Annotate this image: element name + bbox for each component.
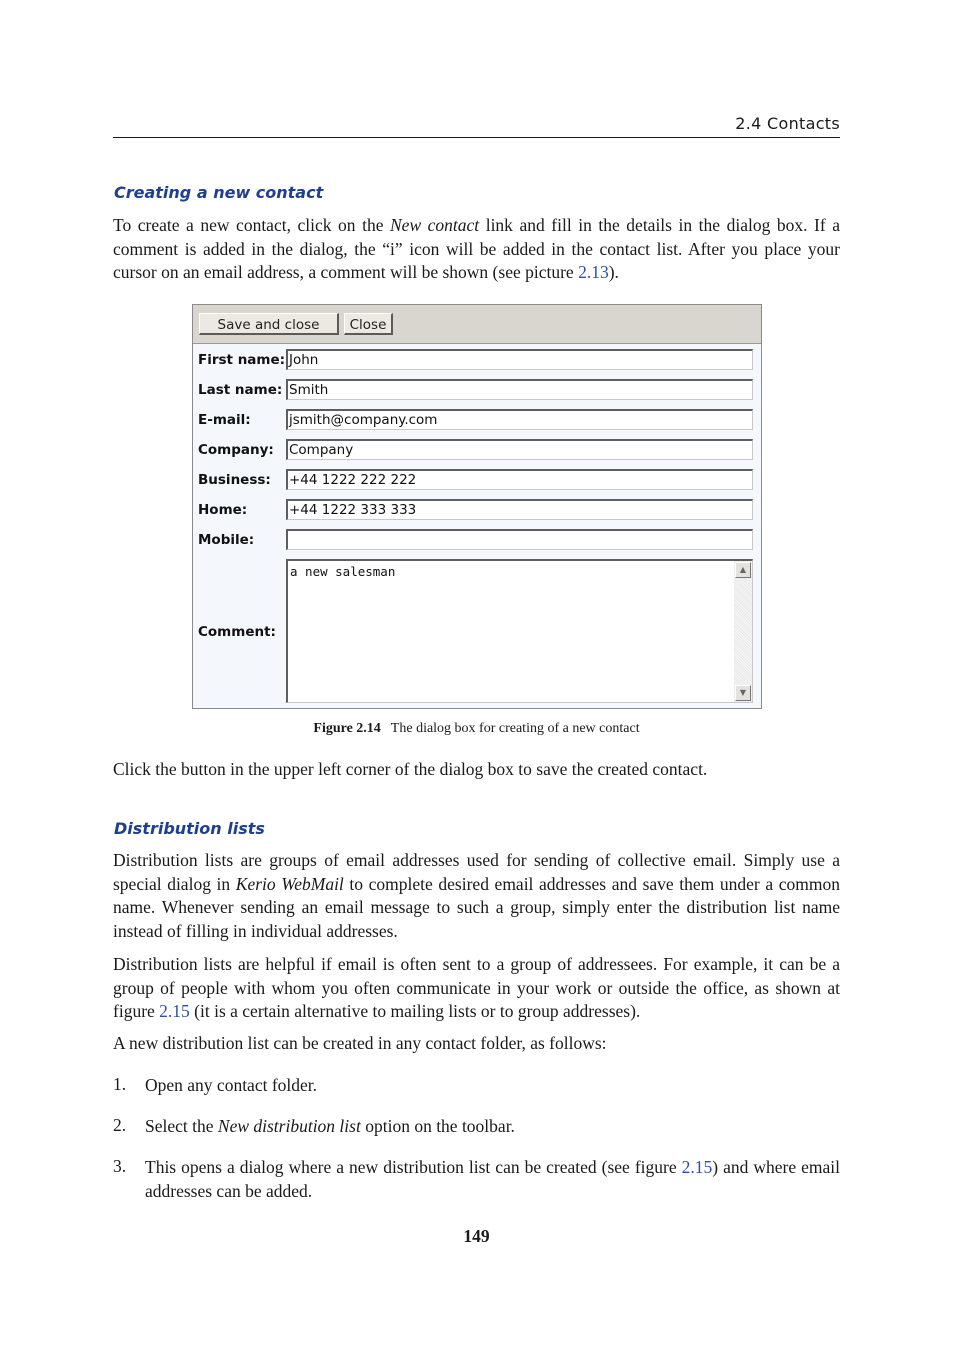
last-name-label: Last name:: [198, 382, 283, 398]
business-phone-input[interactable]: +44 1222 222 222: [286, 469, 753, 490]
header-rule: [113, 137, 840, 138]
scroll-down-arrow-icon[interactable]: ▼: [735, 685, 751, 701]
scroll-up-arrow-icon[interactable]: ▲: [735, 562, 751, 578]
first-name-label: First name:: [198, 352, 286, 368]
figure-reference-link[interactable]: 2.15: [159, 1001, 190, 1021]
list-item: Open any contact folder.: [145, 1075, 318, 1095]
page-number: 149: [463, 1226, 490, 1246]
list-item-number: 1.: [113, 1074, 127, 1094]
home-phone-label: Home:: [198, 502, 248, 518]
dialog-toolbar: [193, 305, 761, 344]
figure-reference-link[interactable]: 2.15: [681, 1157, 713, 1177]
list-item-number: 3.: [113, 1156, 127, 1176]
section-title-distribution-lists: Distribution lists: [114, 819, 265, 838]
figure-caption: Figure 2.14 The dialog box for creating of a new contact: [313, 721, 640, 736]
list-item: Select the New distribution list option on the toolbar.: [145, 1116, 515, 1136]
home-phone-input[interactable]: +44 1222 333 333: [286, 499, 753, 520]
save-and-close-button[interactable]: Save and close: [199, 313, 339, 335]
first-name-input[interactable]: John: [286, 349, 753, 370]
comment-text: a new salesman: [290, 564, 396, 579]
paragraph-save-instruction: Click the button in the upper left corner of the dialog box to save the created contact.: [113, 759, 708, 779]
comment-textarea[interactable]: [286, 559, 753, 703]
business-phone-label: Business:: [198, 472, 271, 488]
section-title-new-contact: Creating a new contact: [114, 183, 324, 202]
running-header: 2.4 Contacts: [735, 114, 840, 133]
paragraph-new-contact: To create a new contact, click on the New contact link and fill in the details in the dialog box. If a comment is added in the dialog, the “i” icon will be added in the contact list. After you place your cursor on an email address, a comment will be shown (see picture 2.13).: [113, 215, 840, 282]
paragraph-distribution-intro: Distribution lists are groups of email addresses used for sending of collective email. Simply use a special dialog in Kerio WebMail to complete desired email addresses and save them under a common name. Whenever sending an email message to such a group, simply enter the distribution list name instead of filling in individual addresses.: [113, 850, 840, 941]
company-label: Company:: [198, 442, 274, 458]
mobile-phone-label: Mobile:: [198, 532, 255, 548]
new-contact-dialog: [192, 304, 762, 709]
email-input[interactable]: jsmith@company.com: [286, 409, 753, 430]
paragraph-distribution-howto: A new distribution list can be created in any contact folder, as follows:: [113, 1033, 607, 1053]
comment-label: Comment:: [198, 624, 276, 640]
mobile-phone-input[interactable]: [286, 529, 753, 550]
paragraph-distribution-usage: Distribution lists are helpful if email is often sent to a group of addressees. For example, it can be a group of people with whom you often communicate in your work or outside the office, as shown at figure 2.15 (it is a certain alternative to mailing lists or to group addresses).: [113, 954, 840, 1021]
company-input[interactable]: Company: [286, 439, 753, 460]
email-label: E-mail:: [198, 412, 251, 428]
figure-reference-link[interactable]: 2.13: [578, 262, 609, 282]
list-item-number: 2.: [113, 1115, 127, 1135]
list-item: This opens a dialog where a new distribution list can be created (see figure 2.15) and where email addresses can be added.: [145, 1157, 841, 1201]
last-name-input[interactable]: Smith: [286, 379, 753, 400]
close-button[interactable]: Close: [344, 313, 393, 335]
comment-scrollbar[interactable]: [734, 561, 752, 702]
